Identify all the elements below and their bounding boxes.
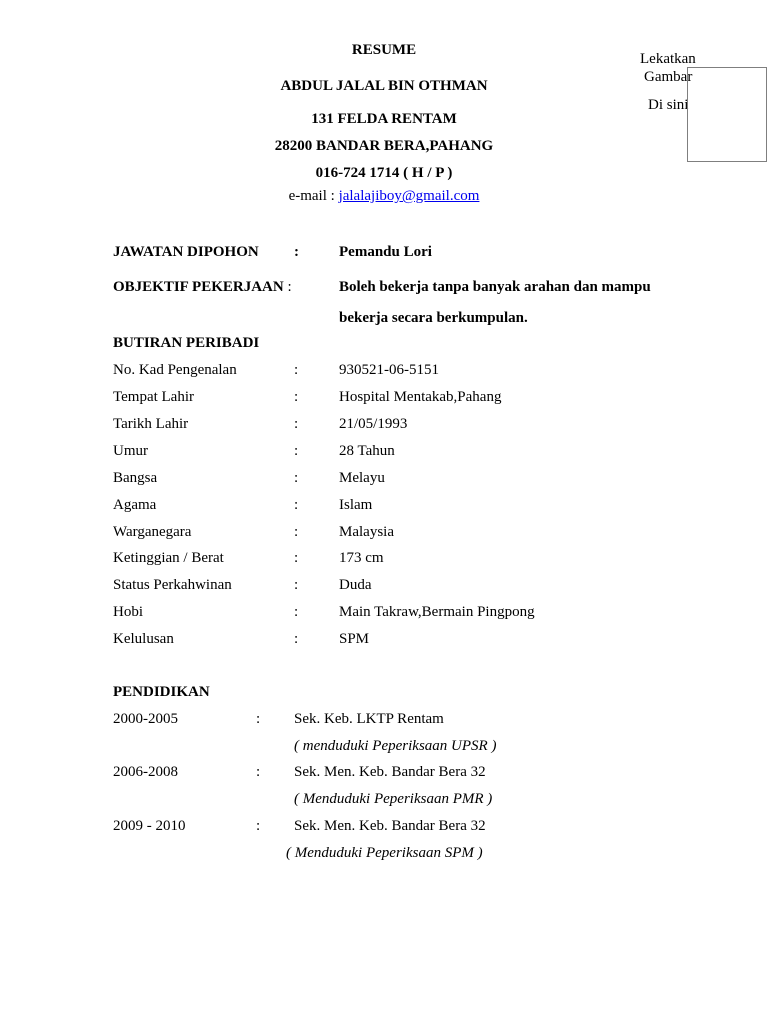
personal-label: Umur (113, 443, 148, 459)
personal-label: No. Kad Pengenalan (113, 362, 237, 378)
photo-hint-line-2: Gambar (644, 69, 693, 85)
email-line (0, 188, 768, 205)
education-note: ( menduduki Peperiksaan UPSR ) (294, 738, 497, 754)
personal-value: Duda (339, 577, 372, 593)
personal-colon: : (294, 524, 299, 540)
education-school: Sek. Men. Keb. Bandar Bera 32 (294, 764, 486, 780)
education-heading: PENDIDIKAN (113, 684, 210, 700)
objective-colon: : (287, 279, 292, 295)
education-school: Sek. Men. Keb. Bandar Bera 32 (294, 818, 486, 834)
photo-frame (687, 67, 767, 162)
personal-colon: : (294, 389, 299, 405)
personal-label: Kelulusan (113, 631, 174, 647)
personal-colon: : (294, 470, 299, 486)
personal-row (0, 443, 768, 463)
applicant-name: ABDUL JALAL BIN OTHMAN (280, 78, 488, 94)
personal-heading: BUTIRAN PERIBADI (113, 335, 260, 351)
education-entry (0, 818, 768, 838)
photo-hint-line-1: Lekatkan (640, 51, 696, 67)
phone-number: 016-724 1714 ( H / P ) (315, 165, 453, 181)
personal-colon: : (294, 604, 299, 620)
personal-row (0, 470, 768, 490)
personal-colon: : (294, 443, 299, 459)
personal-value: 21/05/1993 (339, 416, 408, 432)
personal-value: Melayu (339, 470, 385, 486)
objective-label-group (113, 279, 292, 296)
personal-row (0, 497, 768, 517)
education-colon: : (256, 818, 261, 834)
personal-row (0, 550, 768, 570)
personal-row (0, 631, 768, 651)
personal-row (0, 416, 768, 436)
personal-colon: : (294, 550, 299, 566)
personal-colon: : (294, 577, 299, 593)
education-years: 2006-2008 (113, 764, 178, 780)
personal-label: Ketinggian / Berat (113, 550, 224, 566)
personal-value: Islam (339, 497, 373, 513)
education-school: Sek. Keb. LKTP Rentam (294, 711, 444, 727)
objective-line-1: Boleh bekerja tanpa banyak arahan dan mampu (339, 279, 651, 295)
personal-colon: : (294, 362, 299, 378)
photo-hint-line-3: Di sini (648, 97, 689, 113)
personal-row (0, 577, 768, 597)
personal-value: 173 cm (339, 550, 384, 566)
personal-value: Main Takraw,Bermain Pingpong (339, 604, 535, 620)
personal-label: Status Perkahwinan (113, 577, 232, 593)
objective-label: OBJEKTIF PEKERJAAN (113, 279, 284, 295)
personal-value: Hospital Mentakab,Pahang (339, 389, 502, 405)
personal-label: Bangsa (113, 470, 158, 486)
personal-value: SPM (339, 631, 370, 647)
education-entry (0, 764, 768, 784)
position-label: JAWATAN DIPOHON (113, 244, 259, 260)
email-label: e-mail : (288, 188, 339, 204)
personal-colon: : (294, 631, 299, 647)
education-years: 2009 - 2010 (113, 818, 186, 834)
education-years: 2000-2005 (113, 711, 178, 727)
position-value: Pemandu Lori (339, 244, 432, 260)
personal-label: Tempat Lahir (113, 389, 194, 405)
personal-row (0, 604, 768, 624)
address-line-1: 131 FELDA RENTAM (311, 111, 457, 127)
personal-label: Agama (113, 497, 157, 513)
personal-colon: : (294, 416, 299, 432)
email-link[interactable]: jalalajiboy@gmail.com (338, 188, 480, 204)
personal-colon: : (294, 497, 299, 513)
personal-row (0, 389, 768, 409)
personal-row (0, 524, 768, 544)
education-entry (0, 711, 768, 731)
personal-value: 28 Tahun (339, 443, 395, 459)
education-colon: : (256, 764, 261, 780)
objective-line-2: bekerja secara berkumpulan. (339, 310, 528, 326)
personal-row (0, 362, 768, 382)
education-note: ( Menduduki Peperiksaan SPM ) (286, 845, 483, 861)
personal-value: 930521-06-5151 (339, 362, 439, 378)
resume-title: RESUME (351, 42, 417, 58)
personal-label: Tarikh Lahir (113, 416, 189, 432)
education-note: ( Menduduki Peperiksaan PMR ) (294, 791, 493, 807)
personal-value: Malaysia (339, 524, 394, 540)
address-line-2: 28200 BANDAR BERA,PAHANG (274, 138, 494, 154)
position-colon: : (294, 244, 299, 260)
education-colon: : (256, 711, 261, 727)
personal-label: Hobi (113, 604, 143, 620)
personal-label: Warganegara (113, 524, 192, 540)
